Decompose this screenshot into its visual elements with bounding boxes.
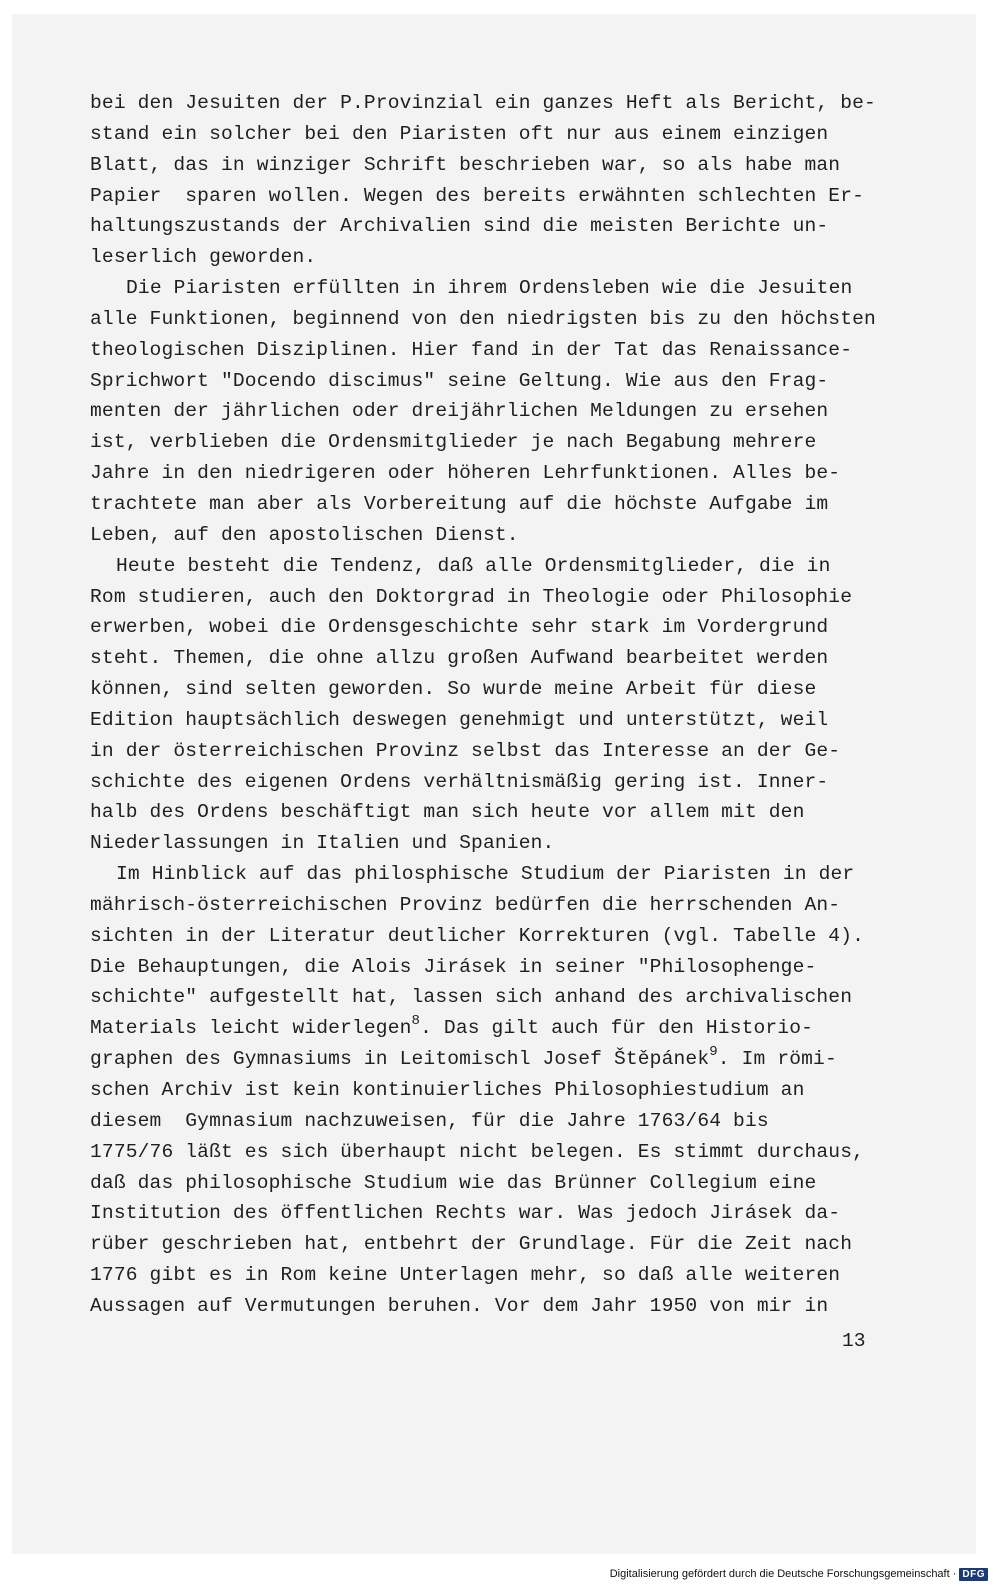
text-line: alle Funktionen, beginnend von den niedrigsten bis zu den höchsten [90, 307, 876, 330]
text-line: mährisch-österreichischen Provinz bedürfen die herrschenden An- [90, 893, 841, 916]
text-line: leserlich geworden. [90, 246, 317, 269]
text-line: Leben, auf den apostolischen Dienst. [90, 523, 519, 546]
line-text: Materials leicht widerlegen [90, 1017, 412, 1040]
text-line: in der österreichischen Provinz selbst das Interesse an der Ge- [90, 739, 841, 762]
body-text [90, 88, 920, 1322]
text-line: rüber geschrieben hat, entbehrt der Grundlage. Für die Zeit nach [90, 1233, 853, 1256]
paragraph-start-line: Die Piaristen erfüllten in ihrem Ordensleben wie die Jesuiten [126, 277, 853, 300]
text-line: diesem Gymnasium nachzuweisen, für die Jahre 1763/64 bis [90, 1109, 769, 1132]
text-line: Aussagen auf Vermutungen beruhen. Vor dem Jahr 1950 von mir in [90, 1294, 829, 1317]
footnote-marker: 9 [709, 1044, 718, 1061]
line-text: . Das gilt auch für den Historio- [420, 1017, 814, 1040]
text-line: schichte des eigenen Ordens verhältnismäßig gering ist. Inner- [90, 770, 829, 793]
text-line: schen Archiv ist kein kontinuierliches Philosophiestudium an [90, 1079, 805, 1101]
line-text: . Im römi- [717, 1048, 837, 1071]
text-line: steht. Themen, die ohne allzu großen Aufwand bearbeitet werden [90, 647, 829, 670]
text-line: 1776 gibt es in Rom keine Unterlagen mehr, so daß alle weiteren [90, 1264, 841, 1287]
text-line: können, sind selten geworden. So wurde meine Arbeit für diese [90, 678, 817, 701]
line-text: graphen des Gymnasiums in Leitomischl Josef Štěpánek [90, 1048, 710, 1071]
text-line: 1775/76 läßt es sich überhaupt nicht belegen. Es stimmt durchaus, [90, 1140, 865, 1163]
text-line: halb des Ordens beschäftigt man sich heute vor allem mit den [90, 801, 805, 824]
text-line-with-footnote [90, 1044, 920, 1075]
text-line: Jahre in den niedrigeren oder höheren Lehrfunktionen. Alles be- [90, 462, 841, 485]
text-line: schichte" aufgestellt hat, lassen sich anhand des archivalischen [90, 986, 853, 1009]
paragraph-start-line: Im Hinblick auf das philosphische Studium der Piaristen in der [116, 863, 855, 886]
text-line: Papier sparen wollen. Wegen des bereits erwähnten schlechten Er- [90, 184, 865, 207]
text-line: bei den Jesuiten der P.Provinzial ein ganzes Heft als Bericht, be- [90, 92, 876, 114]
text-line: Niederlassungen in Italien und Spanien. [90, 832, 555, 855]
text-line: Die Behauptungen, die Alois Jirásek in seiner "Philosophenge- [90, 955, 817, 978]
paragraph-start-line: Heute besteht die Tendenz, daß alle Ordensmitglieder, die in [116, 554, 831, 577]
text-line: Sprichwort "Docendo discimus" seine Geltung. Wie aus den Frag- [90, 369, 829, 392]
text-line: stand ein solcher bei den Piaristen oft nur aus einem einzigen [90, 122, 829, 145]
text-line: Edition hauptsächlich deswegen genehmigt und unterstützt, weil [90, 708, 829, 731]
text-line: sichten in der Literatur deutlicher Korrekturen (vgl. Tabelle 4). [90, 924, 865, 947]
page-number: 13 [842, 1330, 866, 1352]
footnote-marker: 8 [411, 1013, 421, 1030]
text-line: Blatt, das in winziger Schrift beschrieben war, so als habe man [90, 153, 841, 176]
text-line: ist, verblieben die Ordensmitglieder je nach Begabung mehrere [90, 431, 817, 454]
footer-text: Digitalisierung gefördert durch die Deutsche Forschungsgemeinschaft · [609, 1568, 957, 1580]
text-line: menten der jährlichen oder dreijährlichen Meldungen zu ersehen [90, 400, 829, 423]
text-line: Institution des öffentlichen Rechts war. Was jedoch Jirásek da- [90, 1202, 841, 1225]
text-line: Rom studieren, auch den Doktorgrad in Theologie oder Philosophie [90, 585, 853, 608]
digitization-footer [610, 1566, 988, 1582]
text-line: theologischen Disziplinen. Hier fand in der Tat das Renaissance- [90, 338, 853, 361]
dfg-logo-icon: DFG [959, 1568, 988, 1581]
text-line: erwerben, wobei die Ordensgeschichte sehr stark im Vordergrund [90, 616, 829, 639]
text-line: haltungszustands der Archivalien sind die meisten Berichte un- [90, 215, 829, 238]
text-line: trachtete man aber als Vorbereitung auf die höchste Aufgabe im [90, 492, 829, 515]
text-line: daß das philosophische Studium wie das Brünner Collegium eine [90, 1171, 817, 1194]
text-line-with-footnote [90, 1013, 920, 1044]
